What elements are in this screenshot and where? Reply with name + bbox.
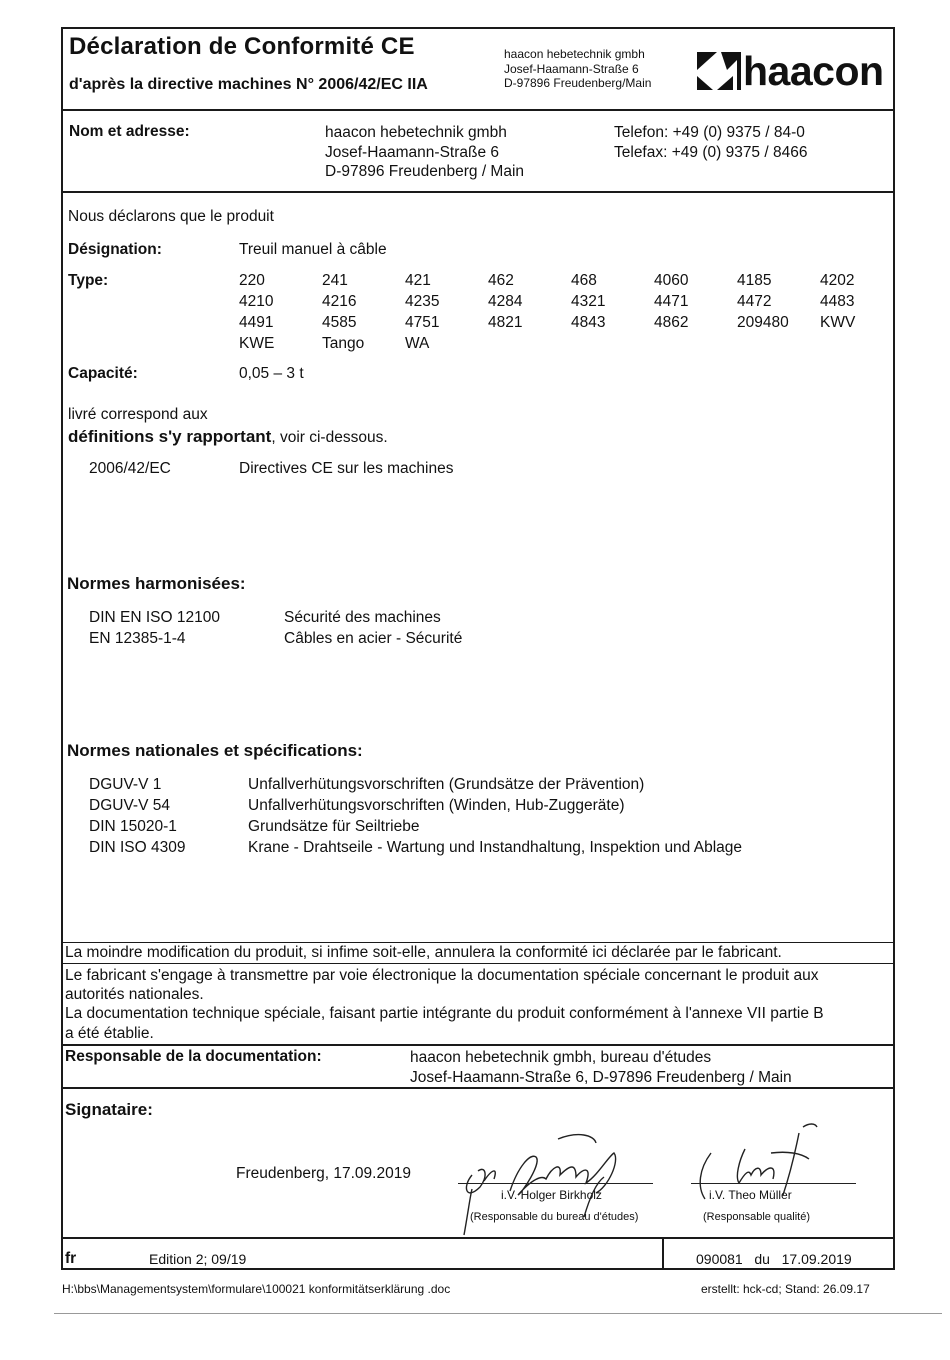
national-texts — [248, 774, 742, 858]
type-value: KWE — [239, 335, 275, 352]
harmonized-heading: Normes harmonisées: — [67, 574, 246, 593]
type-value: 4210 — [239, 293, 274, 310]
conformity-rest: , voir ci-dessous. — [271, 429, 388, 446]
national-heading: Normes nationales et spécifications: — [67, 741, 363, 760]
type-value: 462 — [488, 272, 514, 289]
haacon-logo-mark-icon — [697, 52, 743, 90]
footer-rule — [54, 1313, 942, 1314]
national-code: DGUV-V 1 — [89, 776, 162, 793]
haacon-logo-text: haacon — [743, 47, 884, 94]
notice-line: La documentation technique spéciale, faisant partie intégrante du produit conformément à l'annexe VII partie B — [65, 1005, 824, 1023]
documentation-line: Josef-Haamann-Straße 6, D-97896 Freudenberg / Main — [410, 1068, 792, 1086]
bottom-divider — [662, 1237, 664, 1270]
national-code: DGUV-V 54 — [89, 797, 170, 814]
type-value: 4491 — [239, 314, 274, 331]
type-value: 4216 — [322, 293, 357, 310]
contact-numbers — [614, 123, 807, 162]
signer2-name: i.V. Theo Müller — [709, 1188, 792, 1202]
signer1-name: i.V. Holger Birkholz — [501, 1188, 602, 1202]
header-address-line: D-97896 Freudenberg/Main — [504, 76, 652, 90]
contact-address — [325, 123, 524, 182]
signer1-role: (Responsable du bureau d'études) — [470, 1211, 639, 1223]
document-title: Déclaration de Conformité CE — [69, 33, 415, 60]
type-value: WA — [405, 335, 430, 352]
type-value: 4483 — [820, 293, 855, 310]
harmonized-texts — [284, 607, 462, 649]
type-value: 241 — [322, 272, 348, 289]
header-address-line: Josef-Haamann-Straße 6 — [504, 61, 639, 76]
place-date: Freudenberg, 17.09.2019 — [236, 1165, 411, 1182]
type-label: Type: — [68, 272, 109, 289]
created-info: erstellt: hck-cd; Stand: 26.09.17 — [701, 1282, 870, 1296]
contact-label: Nom et adresse: — [69, 123, 190, 140]
designation-value: Treuil manuel à câble — [239, 241, 387, 258]
documentation-address — [410, 1048, 792, 1087]
harmonized-text: Câbles en acier - Sécurité — [284, 630, 463, 647]
type-value: 4235 — [405, 293, 440, 310]
divider — [63, 1087, 893, 1089]
directive-code: 2006/42/EC — [89, 460, 171, 477]
harmonized-text: Sécurité des machines — [284, 609, 441, 626]
language-code: fr — [65, 1250, 77, 1267]
harmonized-code: DIN EN ISO 12100 — [89, 609, 220, 626]
contact-address-line: Josef-Haamann-Straße 6 — [325, 143, 500, 161]
notice-paragraph — [65, 966, 824, 1043]
signature-holger-birkholz — [458, 1117, 638, 1222]
documentation-label: Responsable de la documentation: — [65, 1048, 322, 1065]
contact-address-line: D-97896 Freudenberg / Main — [325, 163, 525, 180]
directive-text: Directives CE sur les machines — [239, 460, 454, 477]
national-text: Unfallverhütungsvorschriften (Grundsätze der Prävention) — [248, 776, 645, 793]
capacity-value: 0,05 – 3 t — [239, 365, 304, 382]
type-value: 468 — [571, 272, 597, 289]
type-value: 220 — [239, 272, 265, 289]
modification-notice: La moindre modification du produit, si infime soit-elle, annulera la conformité ici déclarée par le fabricant. — [65, 944, 782, 961]
divider — [63, 109, 893, 111]
national-codes — [89, 774, 186, 858]
notice-line: Le fabricant s'engage à transmettre par voie électronique la documentation spéciale concernant le produit aux — [65, 967, 819, 984]
type-value: 4843 — [571, 314, 606, 331]
conformity-line1: livré correspond aux — [68, 406, 208, 423]
signatory-label: Signataire: — [65, 1100, 153, 1119]
conformity-definitions: définitions s'y rapportant — [68, 427, 272, 446]
type-value: Tango — [322, 335, 365, 352]
type-value: KWV — [820, 314, 856, 331]
type-value: 4284 — [488, 293, 523, 310]
file-path: H:\bbs\Managementsystem\formulare\100021 konformitätserklärung .doc — [62, 1282, 451, 1296]
type-value: 4471 — [654, 293, 689, 310]
national-code: DIN 15020-1 — [89, 818, 177, 835]
header-address — [504, 47, 651, 91]
product-intro: Nous déclarons que le produit — [68, 208, 274, 225]
contact-address-line: haacon hebetechnik gmbh — [325, 124, 507, 141]
type-value: 421 — [405, 272, 431, 289]
document-number: 090081 du 17.09.2019 — [696, 1251, 852, 1267]
divider — [63, 1044, 893, 1046]
edition: Edition 2; 09/19 — [149, 1251, 247, 1267]
documentation-line: haacon hebetechnik gmbh, bureau d'études — [410, 1049, 712, 1066]
notice-line: a été établie. — [65, 1024, 154, 1042]
type-value: 4185 — [737, 272, 772, 289]
header-address-line: haacon hebetechnik gmbh — [504, 47, 645, 61]
contact-fax: Telefax: +49 (0) 9375 / 8466 — [614, 143, 808, 161]
national-text: Unfallverhütungsvorschriften (Winden, Hub-Zuggeräte) — [248, 797, 625, 814]
notice-line: autorités nationales. — [65, 986, 204, 1004]
type-value: 4472 — [737, 293, 772, 310]
divider — [63, 1237, 893, 1239]
divider — [63, 963, 893, 964]
type-value: 4321 — [571, 293, 606, 310]
national-text: Grundsätze für Seiltriebe — [248, 818, 420, 835]
type-value: 4751 — [405, 314, 440, 331]
national-text: Krane - Drahtseile - Wartung und Instandhaltung, Inspektion und Ablage — [248, 839, 743, 856]
type-value: 4821 — [488, 314, 523, 331]
divider — [63, 191, 893, 193]
document-subtitle: d'après la directive machines N° 2006/42/EC IIA — [69, 76, 428, 93]
harmonized-codes — [89, 607, 220, 649]
signer2-role: (Responsable qualité) — [703, 1211, 811, 1223]
declaration-frame — [61, 27, 895, 1270]
type-value: 209480 — [737, 314, 789, 331]
contact-phone: Telefon: +49 (0) 9375 / 84-0 — [614, 124, 805, 141]
type-value: 4585 — [322, 314, 357, 331]
capacity-label: Capacité: — [68, 365, 138, 382]
haacon-logo — [697, 47, 884, 95]
type-value: 4060 — [654, 272, 689, 289]
designation-label: Désignation: — [68, 241, 162, 258]
signature-line — [458, 1183, 653, 1184]
type-value: 4202 — [820, 272, 855, 289]
conformity-line2 — [68, 427, 388, 447]
harmonized-code: EN 12385-1-4 — [89, 630, 186, 647]
national-code: DIN ISO 4309 — [89, 839, 186, 856]
divider — [63, 942, 893, 943]
type-value: 4862 — [654, 314, 689, 331]
signature-line — [691, 1183, 856, 1184]
